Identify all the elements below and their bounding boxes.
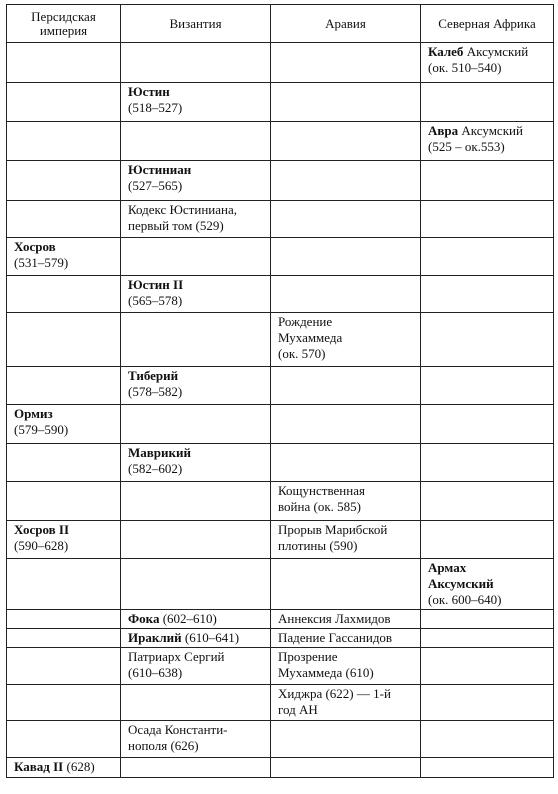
cell-persian-empire — [7, 629, 121, 648]
cell-line — [278, 330, 415, 346]
cell-persian-empire — [7, 43, 121, 83]
cell-line — [14, 538, 115, 554]
cell-byzantium — [121, 521, 271, 559]
ruler-name: Тиберий — [128, 368, 179, 383]
cell-arabia — [271, 610, 421, 629]
cell-line — [128, 445, 265, 461]
cell-line — [128, 202, 265, 218]
cell-text: (602–610) — [159, 611, 217, 626]
ruler-name: Маврикий — [128, 445, 191, 460]
cell-line — [128, 100, 265, 116]
cell-line — [278, 611, 415, 627]
cell-text: нополя (626) — [128, 738, 199, 753]
cell-north-africa — [421, 444, 554, 482]
table-row — [7, 610, 554, 629]
cell-north-africa — [421, 521, 554, 559]
cell-text: (525 – ок.553) — [428, 139, 505, 154]
cell-north-africa — [421, 161, 554, 201]
cell-text: первый том (529) — [128, 218, 224, 233]
cell-text: Аннексия Лахмидов — [278, 611, 391, 626]
cell-line — [14, 422, 115, 438]
cell-line — [278, 538, 415, 554]
cell-north-africa — [421, 721, 554, 758]
cell-line — [128, 665, 265, 681]
cell-text: (579–590) — [14, 422, 69, 437]
cell-line — [428, 576, 548, 592]
cell-line — [14, 522, 115, 538]
cell-persian-empire — [7, 83, 121, 122]
cell-arabia — [271, 122, 421, 161]
cell-line — [428, 123, 548, 139]
cell-north-africa — [421, 122, 554, 161]
cell-byzantium — [121, 685, 271, 721]
cell-line — [278, 649, 415, 665]
cell-persian-empire — [7, 610, 121, 629]
cell-text: плотины (590) — [278, 538, 358, 553]
table-row — [7, 405, 554, 444]
cell-byzantium — [121, 405, 271, 444]
cell-persian-empire — [7, 161, 121, 201]
cell-arabia — [271, 685, 421, 721]
cell-persian-empire — [7, 648, 121, 685]
cell-north-africa — [421, 43, 554, 83]
table-row — [7, 313, 554, 367]
cell-line — [278, 314, 415, 330]
cell-text: Патриарх Сергий — [128, 649, 225, 664]
cell-line — [14, 759, 115, 775]
cell-persian-empire — [7, 313, 121, 367]
table-row — [7, 629, 554, 648]
cell-line — [128, 738, 265, 754]
cell-text: Хиджра (622) — 1-й — [278, 686, 391, 701]
cell-line — [428, 560, 548, 576]
table-row — [7, 559, 554, 610]
cell-text: Падение Гассанидов — [278, 630, 393, 645]
cell-line — [14, 255, 115, 271]
cell-arabia — [271, 444, 421, 482]
cell-text: (527–565) — [128, 178, 183, 193]
ruler-name: Ираклий — [128, 630, 182, 645]
cell-byzantium — [121, 444, 271, 482]
cell-arabia — [271, 648, 421, 685]
cell-persian-empire — [7, 201, 121, 238]
cell-arabia — [271, 201, 421, 238]
table-row — [7, 685, 554, 721]
cell-text: год АН — [278, 702, 318, 717]
table-row — [7, 276, 554, 313]
cell-persian-empire — [7, 444, 121, 482]
cell-text: война (ок. 585) — [278, 499, 361, 514]
cell-line — [278, 346, 415, 362]
cell-text: (ок. 600–640) — [428, 592, 502, 607]
ruler-name: Авра — [428, 123, 459, 138]
cell-arabia — [271, 83, 421, 122]
cell-persian-empire — [7, 758, 121, 778]
table-row — [7, 648, 554, 685]
cell-arabia — [271, 276, 421, 313]
cell-text: Прозрение — [278, 649, 338, 664]
table-row — [7, 201, 554, 238]
header-north-africa: Северная Африка — [421, 5, 554, 43]
cell-line — [278, 522, 415, 538]
cell-north-africa — [421, 629, 554, 648]
cell-text: Прорыв Марибской — [278, 522, 388, 537]
cell-persian-empire — [7, 521, 121, 559]
cell-text: (610–638) — [128, 665, 183, 680]
cell-line — [128, 84, 265, 100]
cell-line — [128, 649, 265, 665]
ruler-name: Хосров — [14, 239, 56, 254]
cell-text: (582–602) — [128, 461, 183, 476]
cell-text: (590–628) — [14, 538, 69, 553]
cell-north-africa — [421, 367, 554, 405]
cell-persian-empire — [7, 721, 121, 758]
cell-line — [428, 592, 548, 608]
cell-line — [128, 611, 265, 627]
cell-byzantium — [121, 83, 271, 122]
cell-text: Кощунственная — [278, 483, 365, 498]
cell-arabia — [271, 521, 421, 559]
header-arabia: Аравия — [271, 5, 421, 43]
cell-line — [278, 665, 415, 681]
cell-text: (578–582) — [128, 384, 183, 399]
cell-line — [428, 60, 548, 76]
timeline-table — [6, 4, 554, 778]
table-row — [7, 482, 554, 521]
table-body — [7, 43, 554, 778]
ruler-name: Калеб — [428, 44, 464, 59]
table-row — [7, 444, 554, 482]
cell-persian-empire — [7, 276, 121, 313]
table-header — [7, 5, 554, 43]
ruler-name: Фока — [128, 611, 160, 626]
cell-text: (565–578) — [128, 293, 183, 308]
ruler-name: Юстин II — [128, 277, 184, 292]
cell-text: Аксумский — [463, 44, 529, 59]
cell-byzantium — [121, 201, 271, 238]
table-row — [7, 367, 554, 405]
cell-line — [278, 686, 415, 702]
ruler-name: Хосров II — [14, 522, 70, 537]
cell-text: Осада Константи- — [128, 722, 228, 737]
cell-persian-empire — [7, 405, 121, 444]
cell-persian-empire — [7, 367, 121, 405]
table-row — [7, 43, 554, 83]
cell-byzantium — [121, 629, 271, 648]
cell-line — [278, 483, 415, 499]
cell-byzantium — [121, 367, 271, 405]
cell-arabia — [271, 758, 421, 778]
cell-text: Мухаммеда (610) — [278, 665, 374, 680]
cell-north-africa — [421, 313, 554, 367]
cell-byzantium — [121, 238, 271, 276]
cell-line — [128, 218, 265, 234]
cell-north-africa — [421, 758, 554, 778]
cell-line — [278, 630, 415, 646]
ruler-name: Юстиниан — [128, 162, 192, 177]
cell-text: Кодекс Юстиниана, — [128, 202, 237, 217]
cell-text: (ок. 570) — [278, 346, 326, 361]
cell-byzantium — [121, 559, 271, 610]
cell-byzantium — [121, 648, 271, 685]
cell-north-africa — [421, 610, 554, 629]
cell-text: Мухаммеда — [278, 330, 343, 345]
cell-line — [128, 722, 265, 738]
cell-line — [14, 406, 115, 422]
cell-line — [14, 239, 115, 255]
cell-text: (610–641) — [181, 630, 240, 645]
cell-line — [128, 178, 265, 194]
header-byzantium: Византия — [121, 5, 271, 43]
cell-byzantium — [121, 313, 271, 367]
cell-line — [128, 293, 265, 309]
cell-byzantium — [121, 758, 271, 778]
header-row — [7, 5, 554, 43]
cell-persian-empire — [7, 685, 121, 721]
cell-line — [128, 630, 265, 646]
cell-persian-empire — [7, 122, 121, 161]
ruler-name: Юстин — [128, 84, 170, 99]
table-row — [7, 758, 554, 778]
cell-text: (518–527) — [128, 100, 183, 115]
cell-text: Аксумский — [458, 123, 523, 138]
table-row — [7, 238, 554, 276]
cell-line — [128, 384, 265, 400]
cell-line — [278, 499, 415, 515]
cell-arabia — [271, 367, 421, 405]
cell-arabia — [271, 721, 421, 758]
cell-line — [128, 461, 265, 477]
cell-persian-empire — [7, 238, 121, 276]
table-row — [7, 83, 554, 122]
cell-north-africa — [421, 405, 554, 444]
cell-text: (628) — [63, 759, 95, 774]
table-row — [7, 161, 554, 201]
ruler-name: Ормиз — [14, 406, 53, 421]
ruler-name: Аксумский — [428, 576, 494, 591]
cell-text: Рождение — [278, 314, 333, 329]
cell-byzantium — [121, 43, 271, 83]
cell-line — [428, 44, 548, 60]
cell-line — [278, 702, 415, 718]
ruler-name: Армах — [428, 560, 467, 575]
header-persian-empire: Персидская империя — [7, 5, 121, 43]
cell-north-africa — [421, 482, 554, 521]
cell-persian-empire — [7, 559, 121, 610]
table-row — [7, 122, 554, 161]
cell-arabia — [271, 43, 421, 83]
cell-arabia — [271, 559, 421, 610]
cell-line — [128, 277, 265, 293]
cell-arabia — [271, 313, 421, 367]
cell-north-africa — [421, 685, 554, 721]
cell-north-africa — [421, 559, 554, 610]
cell-north-africa — [421, 238, 554, 276]
cell-north-africa — [421, 201, 554, 238]
cell-north-africa — [421, 276, 554, 313]
cell-byzantium — [121, 276, 271, 313]
ruler-name: Кавад II — [14, 759, 64, 774]
cell-line — [128, 368, 265, 384]
cell-persian-empire — [7, 482, 121, 521]
cell-byzantium — [121, 482, 271, 521]
table-row — [7, 521, 554, 559]
cell-north-africa — [421, 83, 554, 122]
cell-byzantium — [121, 161, 271, 201]
cell-north-africa — [421, 648, 554, 685]
cell-arabia — [271, 405, 421, 444]
cell-text: (531–579) — [14, 255, 69, 270]
cell-byzantium — [121, 721, 271, 758]
cell-arabia — [271, 482, 421, 521]
table-row — [7, 721, 554, 758]
cell-text: (ок. 510–540) — [428, 60, 502, 75]
cell-arabia — [271, 629, 421, 648]
cell-line — [128, 162, 265, 178]
cell-arabia — [271, 238, 421, 276]
cell-arabia — [271, 161, 421, 201]
cell-byzantium — [121, 610, 271, 629]
cell-byzantium — [121, 122, 271, 161]
cell-line — [428, 139, 548, 155]
